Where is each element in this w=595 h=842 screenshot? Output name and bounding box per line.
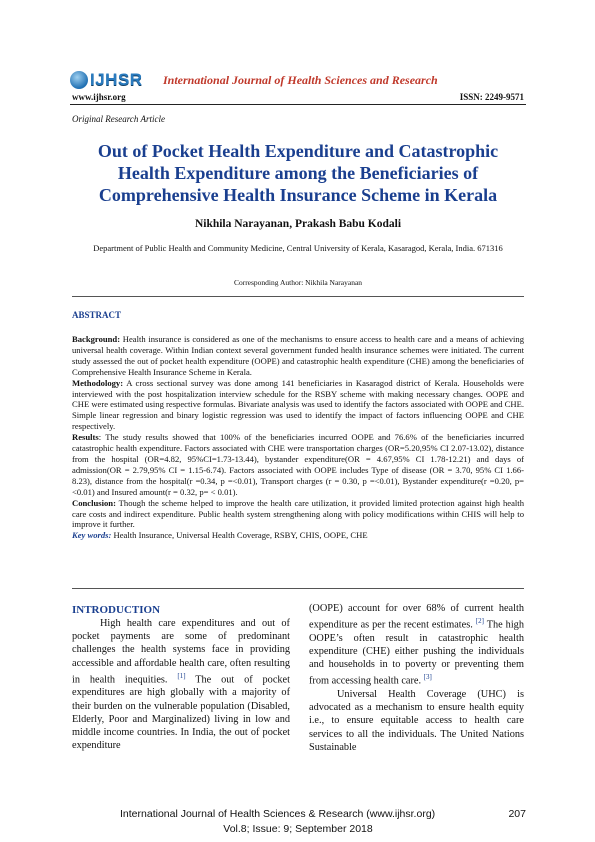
abstract-methodology [72, 378, 524, 433]
footer-volume: Vol.8; Issue: 9; September 2018 [223, 823, 373, 835]
background-text: Health insurance is considered as one of the mechanisms to ensure access to health care and a means of achieving universal health coverage. Within Indian context several government funded health insurance schemes were initiated. The current study assessed the out of pocket health expenditure (OOPE) and catastrophic health expenditure (CHE) among the beneficiaries of Comprehensive Health Insurance Scheme in Kerala. [72, 334, 524, 377]
globe-icon [70, 71, 88, 89]
keywords-label: Key words: [72, 530, 112, 541]
footer-journal: International Journal of Health Sciences & Research (www.ijhsr.org) [120, 808, 436, 820]
intro-text-c: (OOPE) account for over 68% of current health expenditure as per the recent estimates. [309, 603, 524, 631]
results-label: Results [72, 432, 99, 443]
article-title: Out of Pocket Health Expenditure and Catastrophic Health Expenditure among the Beneficiaries of Comprehensive Health Insurance Scheme in Kerala [97, 141, 499, 205]
issn: ISSN: 2249-9571 [459, 92, 524, 102]
conclusion-label: Conclusion: [72, 497, 116, 508]
intro-text-d: The high OOPE’s often result in catastrophic health expenditure (CHE) either pushing the individuals and households in to poverty or preventing them from accessing health care. [309, 619, 524, 687]
intro-left-column [72, 604, 290, 752]
website-link[interactable]: www.ijhsr.org [72, 92, 126, 102]
results-text: : The study results showed that 100% of the beneficiaries incurred OOPE and 76.6% of the beneficiaries incurred catastrophic health expenditure. Factors associated with CHE were transportation charges (OR=5.20,95% CI 2.07-13.02), distance from the hospital (OR=4.82, 95%CI=1.73-13.44), bystander expenditure(OR = 4.67,95% CI 1.78-12.21) and days of admission(OR = 2.79,95% CI = 1.15-6.74). Factors associated with OOPE includes Type of disease (OR = 3.70, 95% CI 1.66- 8.23), distance from the hospital(r =0.34, p =<0.01), Transport charges (r = 0.30, p =<0.01), Bystander expenditure(r =0.20, p= <0.01) and Insured amount(r = 0.32, p= < 0.01). [72, 432, 524, 497]
corresponding-author: Corresponding Author: Nikhila Narayanan [233, 278, 363, 287]
abstract-background [72, 334, 524, 378]
intro-paragraph-1-cont [309, 602, 524, 688]
article-type: Original Research Article [72, 114, 165, 124]
keywords-text: Health Insurance, Universal Health Coverage, RSBY, CHIS, OOPE, CHE [111, 530, 368, 541]
affiliation: Department of Public Health and Community Medicine, Central University of Kerala, Kasaragod, Kerala, India. 671316 [93, 243, 503, 253]
citation-1[interactable]: [1] [177, 671, 186, 680]
intro-right-column [309, 602, 524, 754]
abstract-heading: ABSTRACT [72, 310, 122, 320]
introduction-heading: INTRODUCTION [72, 604, 161, 616]
page-number: 207 [508, 808, 526, 820]
abstract-keywords [72, 530, 524, 541]
intro-text-a: High health care expenditures and out of pocket payments are some of predominant challenges the health systems face in providing accessible and affordable health care, often resulting in health inequities. [72, 618, 290, 686]
page-footer [70, 808, 526, 840]
header-divider [70, 104, 526, 105]
abstract-body [72, 334, 524, 541]
abstract-bottom-rule [72, 588, 524, 589]
intro-text-b: The out of pocket expenditures are high globally with a majority of their burden on the vulnerable population (Disabled, Elderly, Poor and Marginalized) living in low and middle income countries. In India, the out of pocket expenditure [72, 674, 290, 752]
background-label: Background: [72, 334, 121, 344]
journal-title: International Journal of Health Sciences and Research [163, 73, 438, 87]
methodology-label: Methodology: [72, 377, 124, 388]
citation-3[interactable]: [3] [423, 673, 432, 682]
authors: Nikhila Narayanan, Prakash Babu Kodali [194, 218, 402, 230]
logo-text: IJHSR [90, 70, 143, 89]
journal-logo [70, 71, 160, 89]
citation-2[interactable]: [2] [475, 617, 484, 626]
abstract-results [72, 432, 524, 497]
abstract-top-rule [72, 296, 524, 297]
abstract-conclusion [72, 498, 524, 531]
conclusion-text: Though the scheme helped to improve the health care utilization, it provided limited protection against high health care costs and indirect expenditure. Public health system strengthening along with policy modifications within CHIS will help to improve it further. [72, 497, 524, 530]
intro-paragraph-1 [72, 617, 290, 752]
methodology-text: A cross sectional survey was done among 141 beneficiaries in Kasaragod district of Kerala. Households were interviewed with the post hospitalization interview schedule for the RSBY scheme with making necessary changes. OOPE and CHE were estimated using respective formulas. Bivariate analysis was used to identify the factors associated with OOPE and CHE. Simple linear regression and binary logistic regression was used to identify the impact of factors influencing OOPE and CHE respectively. [72, 377, 525, 432]
intro-paragraph-2: Universal Health Coverage (UHC) is advocated as a mechanism to ensure health equity i.e., to ensure equitable access to health care services to all the individuals. The United Nations Sustainable [309, 689, 524, 753]
